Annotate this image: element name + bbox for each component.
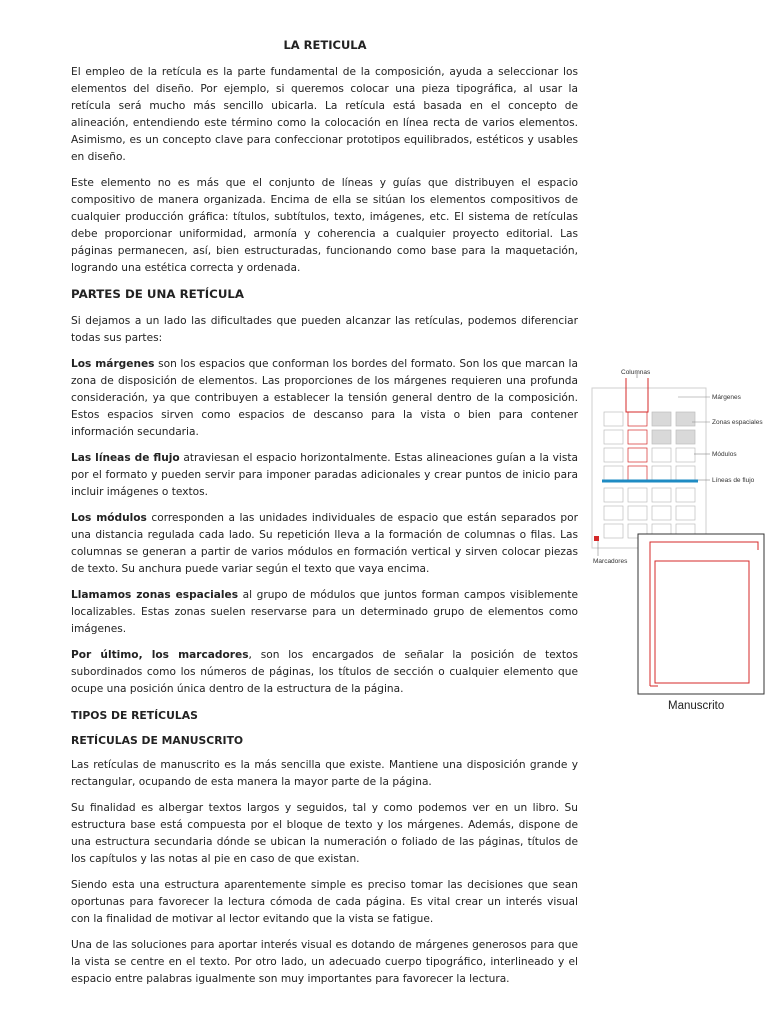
desc-modulos: corresponden a las unidades individuales de espacio que están separados por una distancia regulada cada lado. Su repetición lleva a la formación de columnas o filas. Las columnas se generan a partir de varios módulos en formación vertical y sirven colocar piezas de texto. Su anchura puede variar según el texto que vaya encima. — [71, 512, 578, 575]
parts-intro-paragraph: Si dejamos a un lado las dificultades que pueden alcanzar las retículas, podemos diferenciar todas sus partes: — [71, 315, 578, 344]
label-lineas-flujo: Líneas de flujo — [712, 477, 755, 484]
grid-module — [604, 488, 623, 502]
grid-module — [628, 412, 647, 426]
part-modulos — [71, 510, 578, 578]
caption-manuscrito: Manuscrito — [668, 700, 725, 712]
label-margenes: Márgenes — [712, 394, 741, 401]
grid-module — [628, 466, 647, 480]
marker-square — [594, 536, 599, 541]
grid-module — [628, 488, 647, 502]
grid-module — [604, 466, 623, 480]
types-paragraph-1: Las retículas de manuscrito es la más sencilla que existe. Mantiene una disposición grande y rectangular, ocupando de esta manera la mayor parte de la página. — [71, 759, 578, 788]
section-heading-types: TIPOS DE RETÍCULAS — [71, 709, 198, 722]
desc-zonas-espaciales: al grupo de módulos que juntos forman campos visiblemente localizables. Estas zonas suelen reservarse para un determinado grupo de elementos como imágenes. — [71, 589, 578, 635]
term-modulos: Los módulos — [71, 512, 147, 524]
grid-module — [604, 524, 623, 538]
term-zonas-espaciales: Llamamos zonas espaciales — [71, 589, 239, 601]
part-margenes — [71, 356, 578, 441]
grid-module — [652, 488, 671, 502]
manuscript-grid-diagram — [638, 534, 764, 712]
grid-module — [676, 488, 695, 502]
desc-margenes: son los espacios que conforman los bordes del formato. Son los que marcan la zona de disposición de elementos. Las proporciones de los márgenes requieren una profunda consideración, ya que contribuyen a establecer la tensión general dentro de la composición. Estos espacios sirven como espacios de descanso para la vista o bien para contener información secundaria. — [71, 358, 578, 438]
desc-marcadores: , son los encargados de señalar la posición de textos subordinados como los números de páginas, los títulos de sección o cualquier elemento que ocupe una posición única dentro de la estructura de la página. — [71, 649, 578, 695]
grid-module — [676, 466, 695, 480]
term-marcadores: Por último, los marcadores — [71, 649, 249, 661]
grid-module — [628, 506, 647, 520]
grid-module — [676, 448, 695, 462]
desc-lineas-flujo: atraviesan el espacio horizontalmente. Estas alineaciones guían a la vista por el formato y pueden servir para imponer paradas adicionales y crear puntos de inicio para incluir imágenes o textos. — [71, 452, 578, 498]
page-title: LA RETICULA — [283, 38, 367, 52]
section-heading-parts: PARTES DE UNA RETÍCULA — [71, 287, 245, 301]
main-text-column — [71, 64, 578, 988]
label-zonas-espaciales: Zonas espaciales — [712, 419, 763, 426]
grid-diagram-figure — [588, 364, 768, 724]
term-margenes: Los márgenes — [71, 358, 155, 370]
grid-diagram-svg — [588, 364, 768, 724]
grid-module — [628, 448, 647, 462]
types-paragraph-4: Una de las soluciones para aportar interés visual es dotando de márgenes generosos para que la vista se centre en el texto. Por otro lado, un adecuado cuerpo tipográfico, interlineado y el espacio entre palabras igualmente son muy importantes para favorecer la lectura. — [71, 939, 578, 985]
term-lineas-flujo: Las líneas de flujo — [71, 452, 180, 464]
intro-paragraph-2: Este elemento no es más que el conjunto de líneas y guías que distribuyen el espacio compositivo de manera organizada. Encima de ella se sitúan los elementos compositivos de cualquier producción gráfica: títulos, subtítulos, texto, imágenes, etc. El sistema de retículas debe proporcionar uniformidad, armonía y coherencia a cualquier proyecto editorial. Las páginas permanecen, así, bien estructuradas, funcionando como base para la maquetación, logrando una estética correcta y ordenada. — [71, 177, 578, 274]
types-paragraph-3: Siendo esta una estructura aparentemente simple es preciso tomar las decisiones que sean oportunas para favorecer la lectura cómoda de cada página. Es vital crear un interés visual con la finalidad de motivar al lector evitando que la vista se fatigue. — [71, 879, 578, 925]
grid-module — [652, 448, 671, 462]
zone-module — [652, 412, 671, 426]
intro-paragraph-1: El empleo de la retícula es la parte fundamental de la composición, ayuda a seleccionar los elementos del diseño. Por ejemplo, si queremos colocar una pieza tipográfica, al usar la retícula será mucho más sencillo ubicarla. La retícula está basada en el concepto de alineación, entendiendo este término como la colocación en línea recta de varios elementos. Asimismo, es un concepto clave para confeccionar prototipos equilibrados, estéticos y usables en diseño. — [71, 66, 578, 163]
subheading-manuscrito: RETÍCULAS DE MANUSCRITO — [71, 734, 244, 747]
manuscript-page-outline — [638, 534, 764, 694]
grid-module — [652, 506, 671, 520]
grid-module — [604, 412, 623, 426]
grid-module — [604, 430, 623, 444]
zone-module — [676, 430, 695, 444]
label-modulos: Módulos — [712, 451, 737, 458]
grid-module — [676, 506, 695, 520]
label-marcadores: Marcadores — [593, 558, 628, 565]
types-paragraph-2: Su finalidad es albergar textos largos y seguidos, tal y como podemos ver en un libro. Su estructura base está compuesta por el bloque de texto y los márgenes. Además, dispone de una estructura secundaria dónde se ubican la numeración o foliado de las páginas, títulos de los capítulos y las notas al pie en caso de que existan. — [71, 802, 578, 865]
label-columnas: Columnas — [621, 369, 651, 376]
grid-module — [652, 466, 671, 480]
grid-module — [604, 448, 623, 462]
part-zonas-espaciales — [71, 587, 578, 638]
grid-module — [628, 430, 647, 444]
part-lineas-flujo — [71, 450, 578, 501]
zone-module — [676, 412, 695, 426]
grid-module — [604, 506, 623, 520]
part-marcadores — [71, 647, 578, 698]
zone-module — [652, 430, 671, 444]
